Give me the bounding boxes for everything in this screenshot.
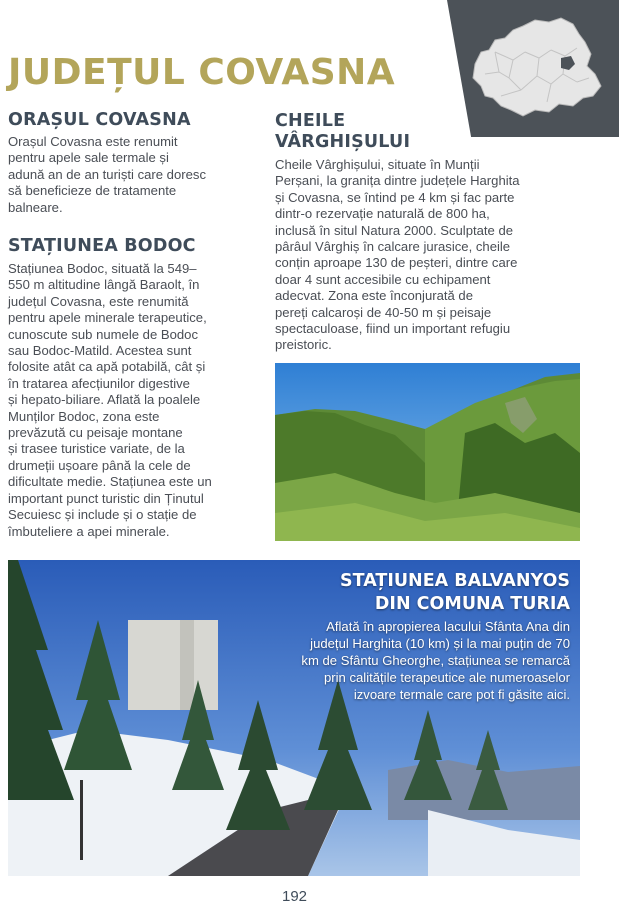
romania-map-icon	[465, 12, 607, 122]
text-line: și trasee turistice variate, de la	[8, 441, 185, 457]
heading-line: STAȚIUNEA BALVANYOS	[340, 571, 570, 591]
heading-statiunea-bodoc: STAȚIUNEA BODOC	[8, 236, 196, 256]
text-line: îmbuteliere a apei minerale.	[8, 523, 170, 539]
heading-cheile-varghisului	[275, 111, 410, 153]
text-line: folosite atât ca apă potabilă, cât și	[8, 359, 206, 375]
text-line: 550 m altitudine lângă Baraolt, în	[8, 277, 200, 293]
heading-line: VÂRGHIȘULUI	[275, 132, 411, 152]
text-line: conțin aproape 130 de peșteri, dintre care	[275, 255, 518, 271]
text-line: doar 4 sunt accesibile cu echipament	[275, 271, 491, 287]
text-line: inclusă în situl Natura 2000. Sculptate de	[275, 222, 514, 238]
heading-line: CHEILE	[275, 111, 346, 131]
text-line: dintr-o rezervație naturală de 800 ha,	[275, 206, 490, 222]
text-line: și Covasna, se întind pe 4 km și fac parte	[275, 189, 515, 205]
heading-statiunea-balvanyos	[340, 570, 570, 616]
varghis-gorge-photo	[275, 363, 580, 541]
paragraph-orasul-covasna	[8, 134, 206, 216]
text-line: spectaculoase, fiind un important refugiu	[275, 321, 511, 337]
text-line: Orașul Covasna este renumit	[8, 134, 178, 149]
text-line: Secuiesc și include și o stație de	[8, 507, 197, 523]
text-line: izvoare termale care pot fi găsite aici.	[353, 687, 570, 702]
text-line: balneare.	[8, 199, 63, 215]
text-line: preistoric.	[275, 337, 332, 353]
text-line: Aflată în apropierea lacului Sfânta Ana din	[326, 619, 570, 634]
text-line: pereți calcaroși de 40-50 m și peisaje	[275, 304, 492, 320]
text-line: județul Harghita (10 km) și la mai puțin de 70	[310, 636, 570, 651]
paragraph-cheile-varghisului	[275, 157, 520, 354]
text-line: important punct turistic din Ținutul	[8, 490, 204, 506]
heading-line: DIN COMUNA TURIA	[374, 594, 570, 614]
text-line: prevăzută cu peisaje montane	[8, 425, 183, 441]
text-line: județul Covasna, este renumită	[8, 293, 189, 309]
text-line: pentru apele sale termale și	[8, 150, 169, 166]
text-line: drumeții ușoare până la cele de	[8, 457, 191, 473]
text-line: adună an de an turiști care doresc	[8, 166, 206, 182]
text-line: și hepato-biliare. Aflată la poalele	[8, 392, 201, 408]
text-line: să beneficieze de tratamente	[8, 183, 177, 199]
text-line: Perșani, la granița dintre județele Harghita	[275, 173, 520, 189]
county-map-panel	[447, 0, 619, 137]
text-line: sau Bodoc-Matild. Acestea sunt	[8, 343, 192, 359]
page-title: JUDEȚUL COVASNA	[8, 52, 396, 93]
text-line: Stațiunea Bodoc, situată la 549–	[8, 261, 197, 276]
text-line: adecvat. Zona este înconjurată de	[275, 288, 473, 304]
page-number: 192	[281, 888, 308, 905]
text-line: Cheile Vârghișului, situate în Munții	[275, 157, 480, 172]
text-line: în tratarea afecțiunilor digestive	[8, 375, 190, 391]
text-line: prin calitățile terapeutice ale numeroaselor	[323, 670, 570, 685]
text-line: dificultate medie. Stațiunea este un	[8, 474, 212, 490]
text-line: pârâul Vârghiș în calcare jurasice, cheile	[275, 239, 511, 255]
balvanyos-hero-photo	[8, 560, 580, 876]
text-line: cunoscute sub numele de Bodoc	[8, 326, 198, 342]
paragraph-statiunea-bodoc	[8, 261, 212, 540]
text-line: Munților Bodoc, zona este	[8, 408, 160, 424]
heading-orasul-covasna: ORAȘUL COVASNA	[8, 110, 191, 130]
paragraph-statiunea-balvanyos	[301, 618, 570, 703]
text-line: pentru apele minerale terapeutice,	[8, 310, 207, 326]
text-line: km de Sfântu Gheorghe, stațiunea se remarcă	[301, 653, 570, 668]
